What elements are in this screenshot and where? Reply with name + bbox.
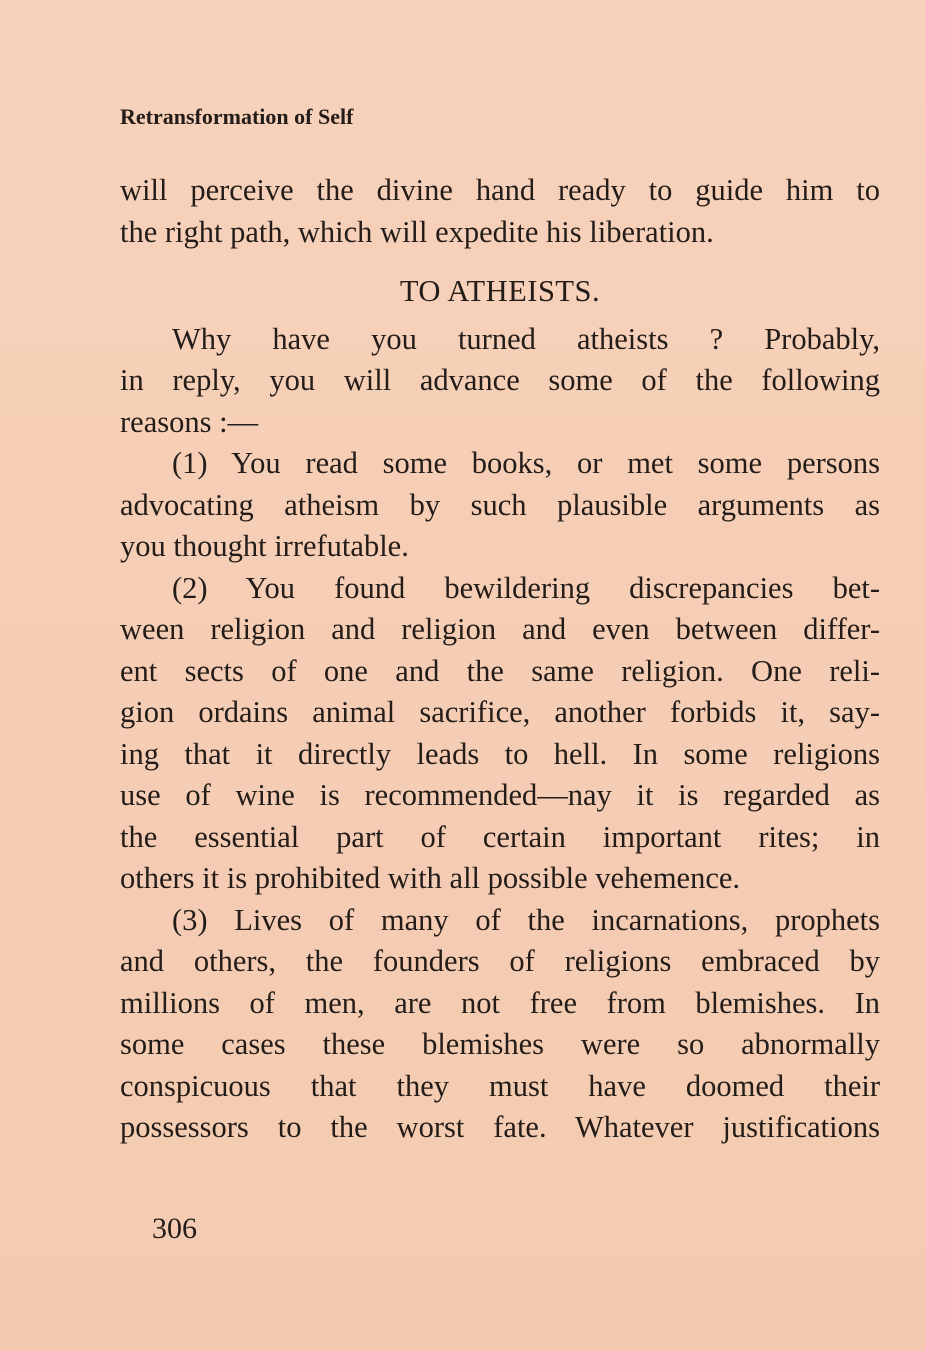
text-line: gion ordains animal sacrifice, another forbids it, say- [120,695,880,729]
text-line: use of wine is recommended—nay it is regarded as [120,778,880,812]
text-line: (2) You found bewildering discrepancies bet- [172,570,880,605]
reason-2-paragraph [120,568,880,900]
text-line: (3) Lives of many of the incarnations, prophets [172,902,880,937]
reason-3-paragraph [120,900,880,1149]
text-line: advocating atheism by such plausible arguments as [120,487,880,522]
text-line: others it is prohibited with all possible vehemence. [120,861,741,895]
text-line: reasons :— [120,404,259,439]
text-line: conspicuous that they must have doomed their [120,1068,880,1103]
opening-paragraph [120,170,880,253]
text-line: millions of men, are not free from blemishes. In [120,985,880,1020]
text-line: ing that it directly leads to hell. In some religions [120,736,880,771]
text-line: (1) You read some books, or met some persons [172,446,880,480]
running-header: Retransformation of Self [120,104,354,129]
text-line: ent sects of one and the same religion. One reli- [120,653,880,688]
text-line: ween religion and religion and even between differ- [120,612,880,646]
text-line: some cases these blemishes were so abnormally [120,1027,880,1061]
text-line: Why have you turned atheists ? Probably, [172,321,880,356]
page-number: 306 [152,1212,197,1245]
text-line: the essential part of certain important rites; in [120,819,880,854]
reason-1-paragraph [120,443,880,568]
text-line: the right path, which will expedite his liberation. [120,214,714,249]
text-line: will perceive the divine hand ready to guide him to [120,173,880,207]
text-line: and others, the founders of religions embraced by [120,944,880,978]
text-line: possessors to the worst fate. Whatever justifications [120,1110,880,1144]
text-line: in reply, you will advance some of the following [120,363,880,397]
body-text [120,170,880,1149]
section-heading: TO ATHEISTS. [399,274,601,308]
intro-paragraph [120,319,880,444]
text-line: you thought irrefutable. [120,529,409,563]
